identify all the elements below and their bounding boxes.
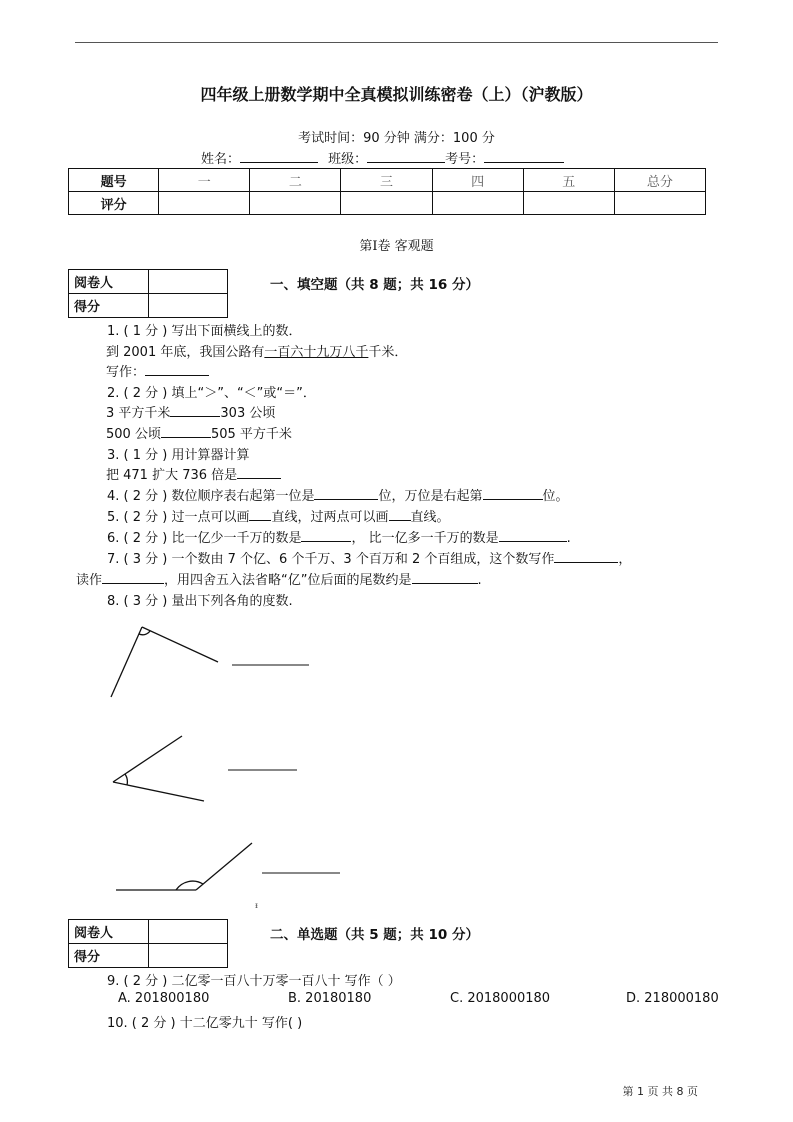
- q2-b-right: 505 平方千米: [210, 427, 292, 442]
- q8-head: 8. ( 3 分 ) 量出下列各角的度数.: [107, 594, 293, 609]
- q2-a-right: 303 公顷: [220, 406, 276, 421]
- col-1: 一: [159, 169, 250, 192]
- section2-heading: 二、单选题（共 5 题；共 10 分）: [270, 927, 479, 943]
- row-label-score: 评分: [69, 192, 159, 215]
- row-label-question: 题号: [69, 169, 159, 192]
- volume-title: 第Ⅰ卷 客观题: [359, 239, 434, 254]
- col-4: 四: [432, 169, 523, 192]
- q3-text: 把 471 扩大 736 倍是: [106, 468, 238, 483]
- stray-mark: ᵻ: [255, 901, 258, 910]
- q9-option-c[interactable]: C. 2018000180: [450, 991, 551, 1006]
- number-label: 考号：: [445, 152, 485, 167]
- q2-head: 2. ( 2 分 ) 填上“＞”、“＜”或“＝”．: [107, 386, 316, 401]
- q1-text: 到 2001 年底，我国公路有: [106, 345, 265, 360]
- q6-text: 6. ( 2 分 ) 比一亿少一千万的数是: [107, 531, 302, 546]
- q5-text: 5. ( 2 分 ) 过一点可以画: [107, 510, 250, 525]
- q7-read-label: 读作: [76, 573, 103, 588]
- grader-box-2: [68, 919, 228, 968]
- section1-heading: 一、填空题（共 8 题；共 16 分）: [270, 277, 479, 293]
- reviewer-cell[interactable]: [149, 920, 228, 944]
- q5-text-3: 直线。: [410, 510, 450, 525]
- q6-text-2: ， 比一亿多一千万的数是: [351, 531, 499, 546]
- q3-head: 3. ( 1 分 ) 用计算器计算: [107, 448, 250, 463]
- score-cell[interactable]: [149, 944, 228, 968]
- q9-option-d[interactable]: D. 218000180: [626, 991, 719, 1006]
- q7-text-end: ，: [618, 552, 632, 567]
- name-label: 姓名：: [201, 152, 241, 167]
- q1-write-label: 写作：: [106, 365, 146, 380]
- exam-info: 考试时间：90 分钟 满分：100 分: [298, 131, 495, 146]
- q6-text-3: .: [566, 531, 571, 546]
- q1-head: 1. ( 1 分 ) 写出下面横线上的数．: [107, 324, 302, 339]
- score-label: 得分: [69, 294, 149, 318]
- q10-head: 10. ( 2 分 ) 十二亿零九十 写作( ): [107, 1016, 303, 1031]
- q1-underlined: 一百六十九万八千: [264, 345, 369, 360]
- q2-a-left: 3 平方千米: [106, 406, 171, 421]
- score-label: 得分: [69, 944, 149, 968]
- q5-text-2: 直线，过两点可以画: [271, 510, 389, 525]
- q9-option-a[interactable]: A. 201800180: [118, 991, 210, 1006]
- q9-option-b[interactable]: B. 20180180: [288, 991, 372, 1006]
- angle-2: [113, 736, 204, 801]
- q4-text: 4. ( 2 分 ) 数位顺序表右起第一位是: [107, 489, 315, 504]
- q2-b-left: 500 公顷: [106, 427, 161, 442]
- angle-3: [116, 843, 252, 890]
- reviewer-label: 阅卷人: [69, 270, 149, 294]
- col-5: 五: [523, 169, 614, 192]
- q1-text-end: 千米．: [368, 345, 408, 360]
- q7-text-2: ，用四舍五入法省略“亿”位后面的尾数约是: [164, 573, 412, 588]
- q4-text-3: 位。: [542, 489, 569, 504]
- col-3: 三: [341, 169, 432, 192]
- q4-text-2: 位，万位是右起第: [378, 489, 483, 504]
- q9-head: 9. ( 2 分 ) 二亿零一百八十万零一百八十 写作（ ）: [107, 974, 401, 989]
- col-total: 总分: [614, 169, 705, 192]
- q7-text: 7. ( 3 分 ) 一个数由 7 个亿、6 个千万、3 个百万和 2 个百组成，这个数写作: [107, 552, 555, 567]
- page-footer: 第 1 页 共 8 页: [622, 1085, 698, 1098]
- page-title: 四年级上册数学期中全真模拟训练密卷（上）（沪教版）: [200, 85, 593, 104]
- q7-text-3: .: [477, 573, 482, 588]
- col-2: 二: [250, 169, 341, 192]
- angle-1: [111, 627, 218, 697]
- class-label: 班级：: [328, 152, 368, 167]
- reviewer-label: 阅卷人: [69, 920, 149, 944]
